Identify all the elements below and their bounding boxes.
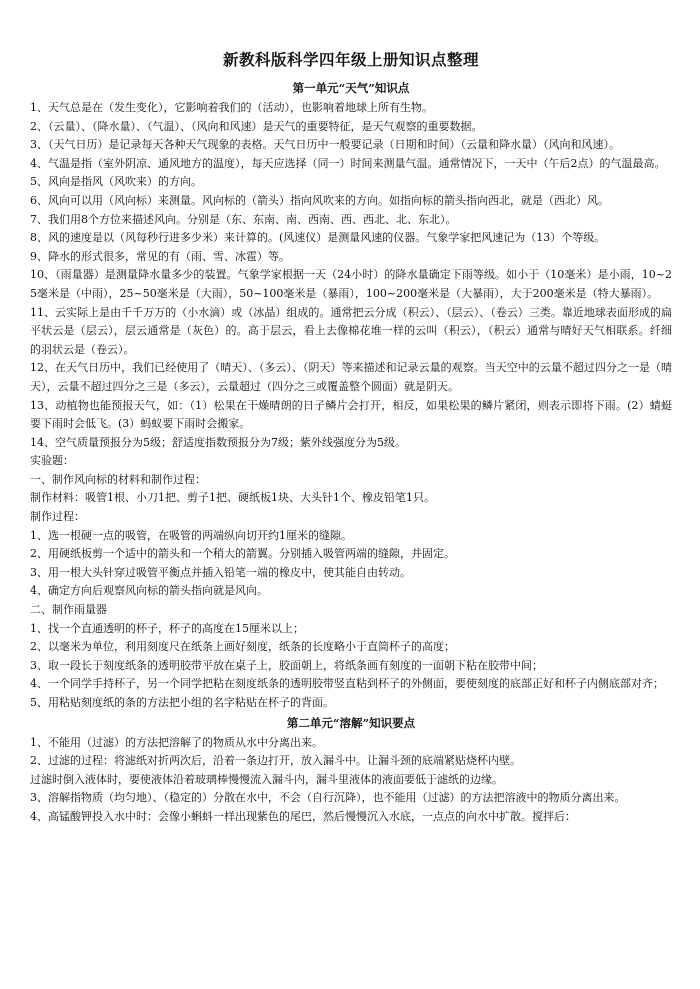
unit1-para: 10、（雨量器）是测量降水量多少的装置。气象学家根据一天（24小时）的降水量确定下雨等级。如小于（10毫米）是小雨，10~25毫米是（中雨），25~50毫米是（大雨），50~100毫米是（暴雨），100~200毫米是（大暴雨），大于200毫米是（特大暴雨）。 [30, 268, 672, 300]
unit1-para: 5、风向是指风（风吹来）的方向。 [30, 175, 202, 189]
unit1-para: 14、空气质量预报分为5级；舒适度指数预报分为7级；紫外线强度分为5级。 [30, 435, 406, 449]
document-title: 新教科版科学四年级上册知识点整理 [222, 50, 479, 69]
unit2-para: 3、溶解指物质（均匀地）、（稳定的）分散在水中，不会（自行沉降），也不能用（过滤）的方法把溶液中的物质分离出来。 [30, 791, 626, 805]
unit2-para: 1、不能用（过滤）的方法把溶解了的物质从水中分离出来。 [30, 735, 323, 749]
unit1-para: 1、选一根硬一点的吸管，在吸管的两端纵向切开约1厘米的缝隙。 [30, 528, 352, 542]
unit2-para: 过滤时倒入液体时，要使液体沿着玻璃棒慢慢流入漏斗内，漏斗里液体的液面要低于滤纸的边缘。 [30, 772, 503, 786]
unit2-para: 2、过滤的过程：将滤纸对折两次后，沿着一条边打开，放入漏斗中。让漏斗颈的底端紧贴烧杯内壁。 [30, 754, 521, 768]
unit1-para: 9、降水的形式很多，常见的有（雨、雪、冰雹）等。 [30, 249, 290, 263]
unit1-para: 3、（天气日历）是记录每天各种天气现象的表格。天气日历中一般要记录（日期和时间）（云量和降水量）（风向和风速）。 [30, 138, 620, 152]
experiment-heading: 实验题： [30, 454, 74, 468]
unit2-section [30, 715, 672, 827]
unit1-section [30, 80, 672, 713]
unit1-para: 11、云实际上是由千千万万的（小水滴）或（冰晶）组成的。通常把云分成（积云）、（层云）、（卷云）三类。靠近地球表面形成的扁平状云是（层云），层云通常是（灰色）的。高于层云，看上去像棉花堆一样的云叫（积云），（积云）通常与晴好天气相联系。纤细的羽状云是（卷云）。 [30, 305, 672, 356]
unit1-para: 6、风向可以用（风向标）来测量。风向标的（箭头）指向风吹来的方向。如指向标的箭头指向西北，就是（西北）风。 [30, 193, 609, 207]
unit1-para: 2、（云量）、（降水量）、（气温）、（风向和风速）是天气的重要特征，是天气观察的重要数据。 [30, 119, 483, 133]
unit1-heading: 第一单元“天气”知识点 [292, 81, 410, 95]
unit1-para: 1、天气总是在（发生变化），它影响着我们的（活动），也影响着地球上所有生物。 [30, 101, 433, 114]
unit1-para: 1、找一个直通透明的杯子，杯子的高度在15厘米以上； [30, 621, 304, 635]
unit1-para: 制作材料：吸管1根、小刀1把、剪子1把、硬纸板1块、大头针1个、橡皮铅笔1只。 [30, 491, 435, 505]
unit1-para: 12、在天气日历中，我们已经使用了（晴天）、（多云）、（阴天）等来描述和记录云量的观察。当天空中的云量不超过四分之一是（晴天），云量不超过四分之三是（多云），云量超过（四分之三或覆盖整个圆面）就是阴天。 [30, 361, 672, 393]
unit1-para: 4、确定方向后观察风向标的箭头指向就是风向。 [30, 584, 268, 598]
unit2-para: 4、高锰酸钾投入水中时：会像小蝌蚪一样出现紫色的尾巴，然后慢慢沉入水底，一点点的向水中扩散。搅拌后： [30, 809, 576, 823]
unit1-para: 3、取一段长于刻度纸条的透明胶带平放在桌子上，胶面朝上，将纸条画有刻度的一面朝下粘在胶带中间； [30, 658, 543, 672]
unit1-para: 2、以毫米为单位，利用刻度尺在纸条上画好刻度，纸条的长度略小于直筒杯子的高度； [30, 640, 455, 654]
unit1-para: 4、气温是指（室外阴凉、通风地方的温度），每天应选择（同一）时间来测量气温。通常情况下，一天中（午后2点）的气温最高。 [30, 156, 666, 170]
unit1-para: 3、用一根大头针穿过吸管平衡点并插入铅笔一端的橡皮中，使其能自由转动。 [30, 565, 411, 579]
unit1-para: 5、用粘贴刻度纸的条的方法把小组的名字粘贴在杯子的背面。 [30, 696, 334, 709]
experiment-subheading: 制作过程： [30, 510, 85, 524]
unit2-heading: 第二单元“溶解”知识要点 [286, 715, 416, 730]
unit1-para: 2、用硬纸板剪一个适中的箭头和一个稍大的箭翼。分别插入吸管两端的缝隙，并固定。 [30, 547, 455, 561]
experiment-subheading: 二、制作雨量器 [30, 603, 107, 617]
unit1-para: 13、动植物也能预报天气，如：（1）松果在干燥晴朗的日子鳞片会打开，相反，如果松果的鳞片紧闭，则表示即将下雨。(2）蜻蜓要下雨时会低飞。(3）蚂蚁要下雨时会搬家。 [30, 398, 672, 431]
unit1-para: 8、风的速度是以（风每秒行进多少米）来计算的。(风速仪）是测量风速的仪器。气象学家把风速记为（13）个等级。 [30, 231, 606, 245]
unit1-para: 4、一个同学手持杯子，另一个同学把粘在刻度纸条的透明胶带竖直粘到杯子的外侧面，要使刻度的底部正好和杯子内侧底部对齐； [30, 677, 664, 691]
experiment-subheading: 一、制作风向标的材料和制作过程： [30, 472, 206, 486]
unit1-para: 7、我们用8个方位来描述风向。分别是（东、东南、南、西南、西、西北、北、东北）。 [30, 212, 457, 226]
